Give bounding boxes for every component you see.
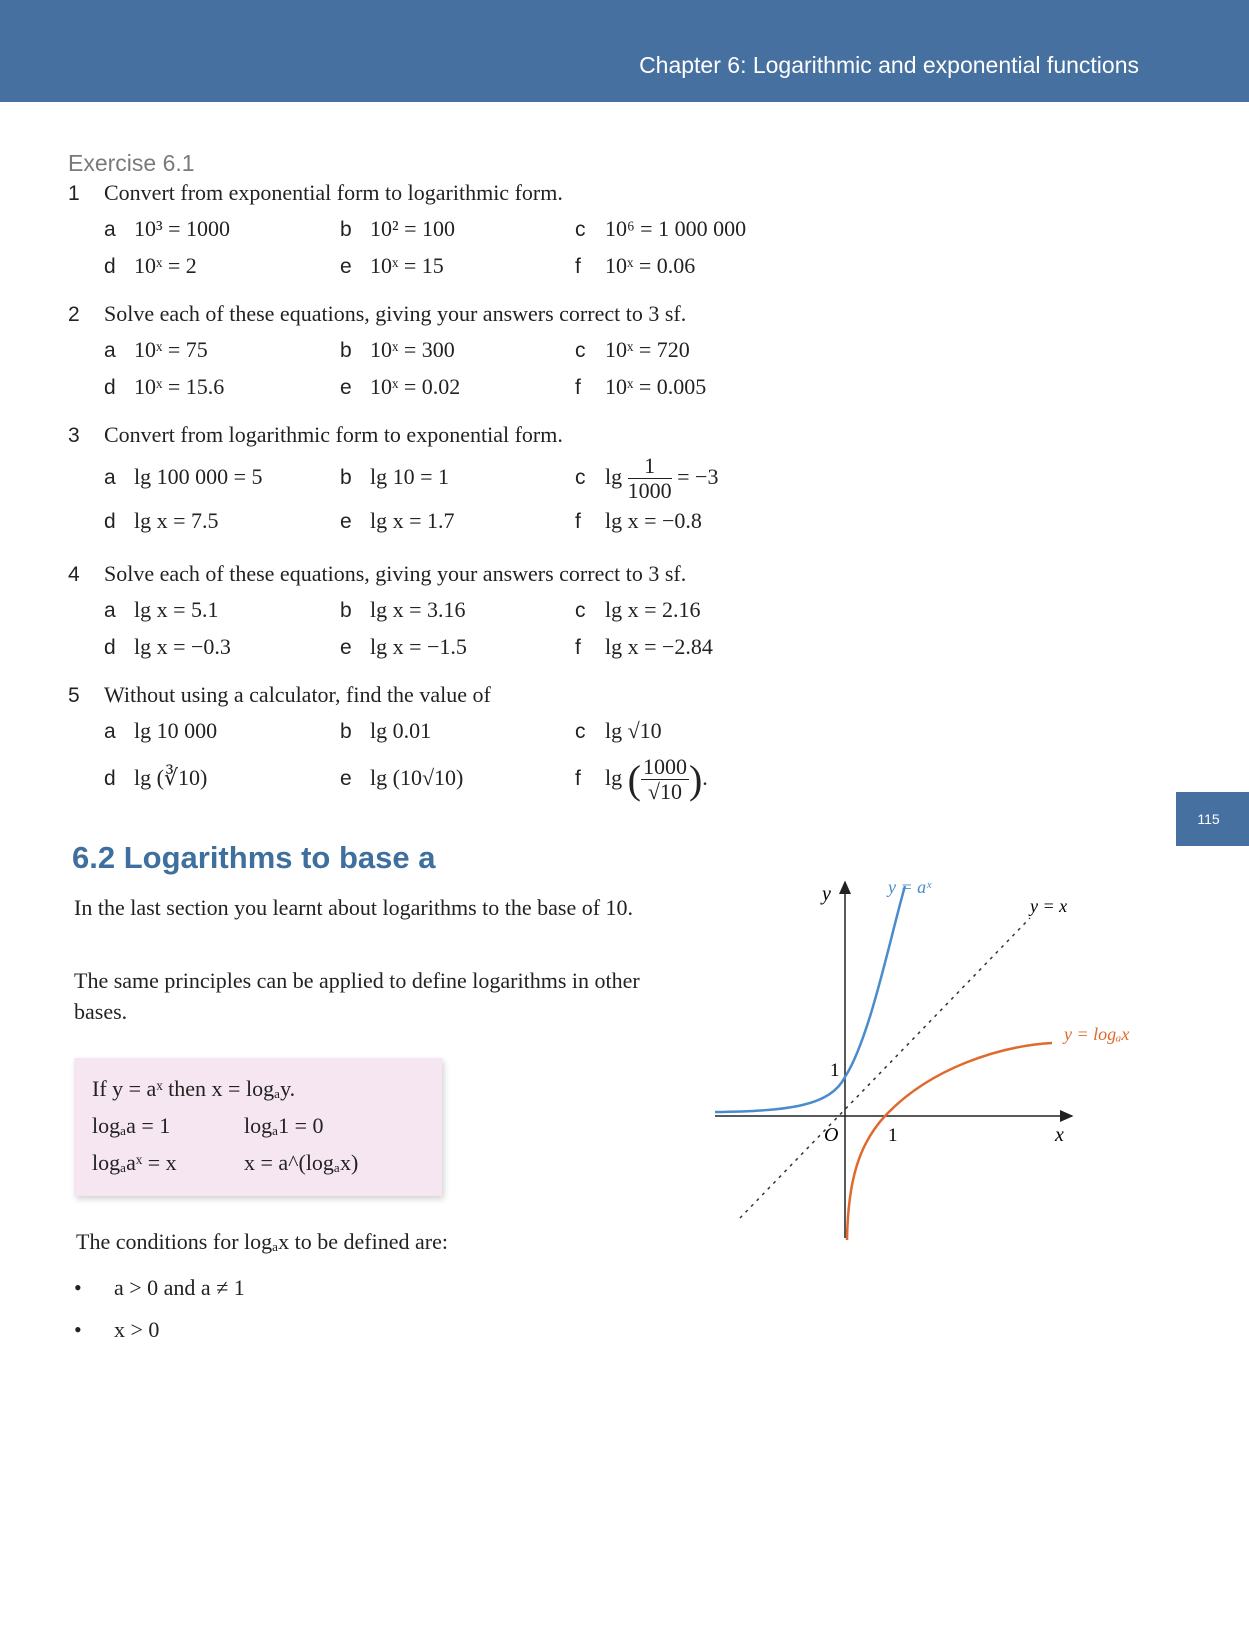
question-part: f lg ( $\frac{1000}{√10}$ ).	[575, 754, 708, 805]
question-part: d lg x = −0.3	[104, 634, 231, 659]
question-part: f 10ˣ = 0.005	[575, 374, 707, 399]
origin-label: O	[824, 1124, 839, 1146]
question-text: Convert from logarithmic form to exponential form.	[104, 422, 563, 447]
line-label: y = x	[1030, 896, 1068, 916]
key-line: logₐa = 1 logₐ1 = 0	[92, 1113, 324, 1138]
question-part: c lg $\frac{1}{1000}$ = −3	[575, 453, 719, 504]
key-line: logₐaˣ = x x = a^(logₐx)	[92, 1150, 359, 1175]
exp-curve-label: y = aˣ	[888, 877, 932, 897]
paragraph: The same principles can be applied to define logarithms in other bases.	[74, 968, 640, 1024]
question-number: 2	[68, 303, 80, 326]
exponential-curve	[715, 886, 905, 1112]
question-part: b lg 10 = 1	[340, 464, 450, 489]
question-part: a 10ˣ = 75	[104, 337, 208, 362]
question-part: c lg √10	[575, 718, 662, 743]
key-point-box	[74, 1058, 442, 1196]
question-part: d lg (∛10)	[104, 765, 208, 790]
y-axis-label: y	[822, 883, 831, 905]
log-curve-label: y = logₐx	[1064, 1024, 1130, 1044]
question-text: Without using a calculator, find the value of	[104, 682, 491, 707]
question-text: Solve each of these equations, giving your answers correct to 3 sf.	[104, 301, 687, 326]
logarithmic-curve	[847, 1043, 1052, 1240]
question-5	[68, 678, 808, 807]
question-part: b lg 0.01	[340, 718, 432, 743]
exercise-title: Exercise 6.1	[68, 150, 195, 176]
question-2	[68, 297, 808, 405]
question-part: f lg x = −2.84	[575, 634, 713, 659]
question-number: 3	[68, 424, 80, 447]
fraction: $\frac{1}{1000}$	[627, 453, 672, 504]
question-part: a lg 100 000 = 5	[104, 464, 263, 489]
key-line: If y = aˣ then x = logₐy.	[92, 1076, 296, 1101]
y-intercept-label: 1	[830, 1060, 840, 1081]
conditions-intro: The conditions for logₐx to be defined are:	[76, 1229, 448, 1254]
question-1	[68, 176, 808, 284]
x-axis-label: x	[1055, 1124, 1064, 1146]
question-part: a lg x = 5.1	[104, 597, 219, 622]
chapter-header	[0, 0, 1249, 102]
question-text: Solve each of these equations, giving your answers correct to 3 sf.	[104, 561, 687, 586]
bullet-icon: •	[74, 1317, 82, 1342]
question-part: b 10² = 100	[340, 216, 456, 241]
question-part: b lg x = 3.16	[340, 597, 466, 622]
question-part: c 10ˣ = 720	[575, 337, 690, 362]
question-part: e lg (10√10)	[340, 765, 464, 790]
question-text: Convert from exponential form to logarithmic form.	[104, 180, 563, 205]
question-part: c lg x = 2.16	[575, 597, 701, 622]
question-number: 5	[68, 684, 80, 707]
chapter-title: Chapter 6: Logarithmic and exponential functions	[639, 52, 1139, 78]
question-part: d 10ˣ = 15.6	[104, 374, 225, 399]
question-4	[68, 557, 808, 665]
x-intercept-label: 1	[888, 1125, 898, 1146]
question-number: 1	[68, 182, 80, 205]
paragraph: In the last section you learnt about logarithms to the base of 10.	[74, 895, 634, 920]
question-part: f lg x = −0.8	[575, 508, 702, 533]
page-number: 115	[1176, 792, 1249, 846]
question-part: e 10ˣ = 15	[340, 253, 444, 278]
bullet-icon: •	[74, 1275, 82, 1300]
question-part: a 10³ = 1000	[104, 216, 231, 241]
question-part: e lg x = 1.7	[340, 508, 455, 533]
section-title: 6.2 Logarithms to base a	[72, 840, 436, 875]
question-part: e lg x = −1.5	[340, 634, 467, 659]
question-part: d 10ˣ = 2	[104, 253, 197, 278]
question-part: e 10ˣ = 0.02	[340, 374, 461, 399]
question-part: a lg 10 000	[104, 718, 218, 743]
fraction: $\frac{1000}{√10}$	[642, 754, 687, 805]
question-part: b 10ˣ = 300	[340, 337, 455, 362]
question-3	[68, 418, 808, 539]
log-exp-graph	[700, 868, 1180, 1258]
question-part: c 10⁶ = 1 000 000	[575, 216, 747, 241]
question-part: f 10ˣ = 0.06	[575, 253, 696, 278]
question-part: d lg x = 7.5	[104, 508, 219, 533]
question-number: 4	[68, 563, 80, 586]
